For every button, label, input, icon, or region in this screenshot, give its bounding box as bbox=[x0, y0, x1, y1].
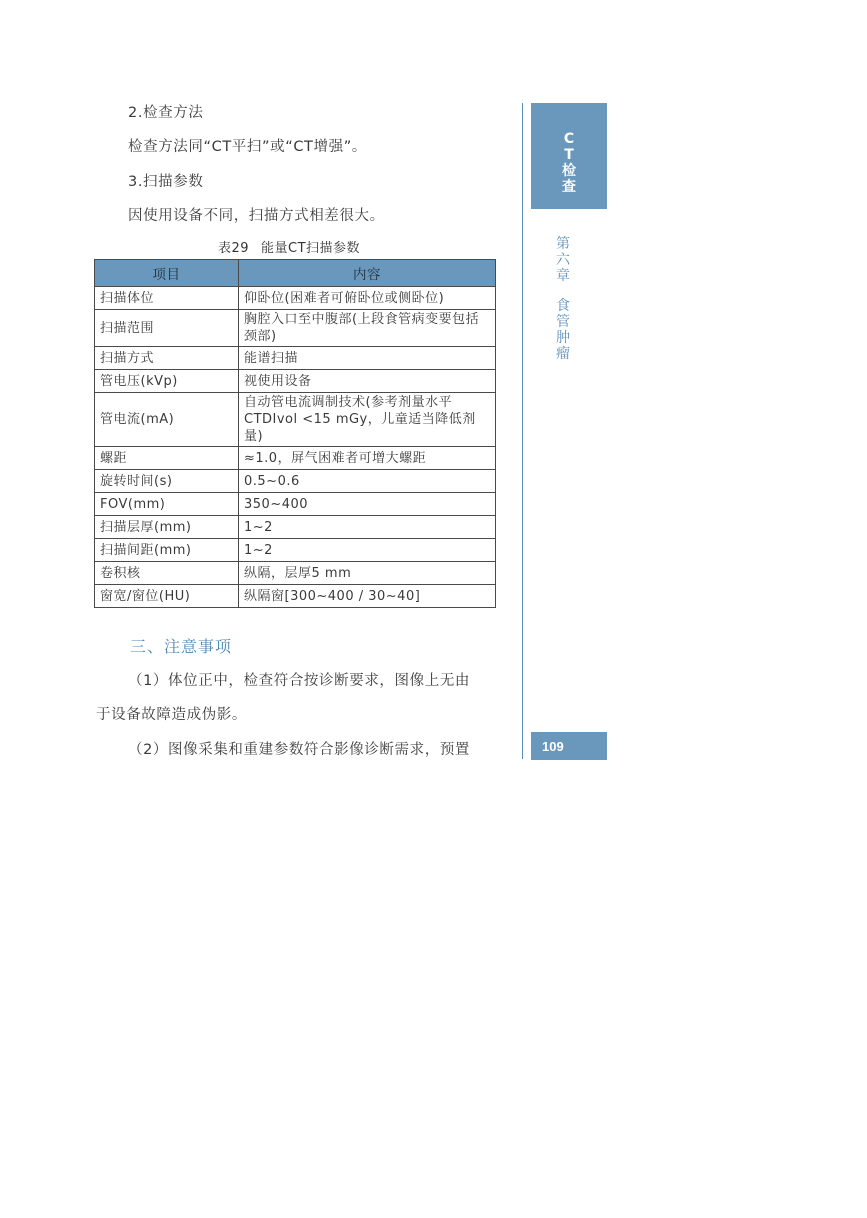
row-value: 纵隔窗[300~400 / 30~40] bbox=[239, 585, 496, 608]
row-label: 管电压(kVp) bbox=[95, 370, 239, 393]
row-label: 螺距 bbox=[95, 447, 239, 470]
table-row bbox=[95, 310, 496, 347]
row-value: 0.5~0.6 bbox=[239, 470, 496, 493]
section-title: 三、注意事项 bbox=[130, 637, 233, 656]
row-label: FOV(mm) bbox=[95, 493, 239, 516]
row-value: ≈1.0，屏气困难者可增大螺距 bbox=[239, 447, 496, 470]
column-header-item: 项目 bbox=[95, 260, 239, 287]
section-tab-label: C T 检 查 bbox=[562, 131, 576, 195]
row-label: 扫描范围 bbox=[95, 310, 239, 347]
row-label: 扫描间距(mm) bbox=[95, 539, 239, 562]
row-value: 胸腔入口至中腹部(上段食管病变要包括颈部) bbox=[239, 310, 496, 347]
row-label: 旋转时间(s) bbox=[95, 470, 239, 493]
row-value: 1~2 bbox=[239, 539, 496, 562]
table-row bbox=[95, 585, 496, 608]
column-header-content: 内容 bbox=[239, 260, 496, 287]
page-number-box bbox=[531, 732, 607, 760]
margin-divider-line bbox=[522, 103, 523, 759]
note-item-1-line-2: 于设备故障造成伪影。 bbox=[96, 707, 247, 723]
table-row bbox=[95, 370, 496, 393]
table-row bbox=[95, 470, 496, 493]
row-value: 1~2 bbox=[239, 516, 496, 539]
page-number: 109 bbox=[542, 739, 564, 754]
table-caption bbox=[0, 237, 590, 256]
table-row bbox=[95, 493, 496, 516]
section-tab bbox=[531, 103, 607, 209]
table-row bbox=[95, 562, 496, 585]
heading-scan-params: 3.扫描参数 bbox=[128, 174, 204, 190]
row-value: 视使用设备 bbox=[239, 370, 496, 393]
table-row bbox=[95, 516, 496, 539]
row-label: 窗宽/窗位(HU) bbox=[95, 585, 239, 608]
row-value: 350~400 bbox=[239, 493, 496, 516]
table-header-row bbox=[95, 260, 496, 287]
row-label: 卷积核 bbox=[95, 562, 239, 585]
table-row bbox=[95, 447, 496, 470]
row-value: 仰卧位(困难者可俯卧位或侧卧位) bbox=[239, 287, 496, 310]
table-row bbox=[95, 539, 496, 562]
paragraph-scan-params: 因使用设备不同，扫描方式相差很大。 bbox=[128, 208, 385, 224]
row-value: 能谱扫描 bbox=[239, 347, 496, 370]
note-item-1-line-1: （1）体位正中，检查符合按诊断要求，图像上无由 bbox=[128, 673, 471, 689]
row-label: 管电流(mA) bbox=[95, 393, 239, 447]
parameter-table bbox=[94, 259, 496, 608]
table-caption-number: 表29 bbox=[217, 241, 249, 256]
table-row bbox=[95, 393, 496, 447]
paragraph-exam-method: 检查方法同“CT平扫”或“CT增强”。 bbox=[128, 139, 367, 155]
row-label: 扫描体位 bbox=[95, 287, 239, 310]
row-value: 自动管电流调制技术(参考剂量水平CTDIvol <15 mGy，儿童适当降低剂量) bbox=[239, 393, 496, 447]
table-row bbox=[95, 347, 496, 370]
row-label: 扫描方式 bbox=[95, 347, 239, 370]
table-caption-title: 能量CT扫描参数 bbox=[261, 241, 361, 256]
table-row bbox=[95, 287, 496, 310]
heading-exam-method: 2.检查方法 bbox=[128, 105, 204, 121]
row-label: 扫描层厚(mm) bbox=[95, 516, 239, 539]
row-value: 纵隔，层厚5 mm bbox=[239, 562, 496, 585]
chapter-label: 第 六 章 食 管 肿 瘤 bbox=[556, 236, 570, 362]
note-item-2-line-1: （2）图像采集和重建参数符合影像诊断需求，预置 bbox=[128, 742, 471, 758]
